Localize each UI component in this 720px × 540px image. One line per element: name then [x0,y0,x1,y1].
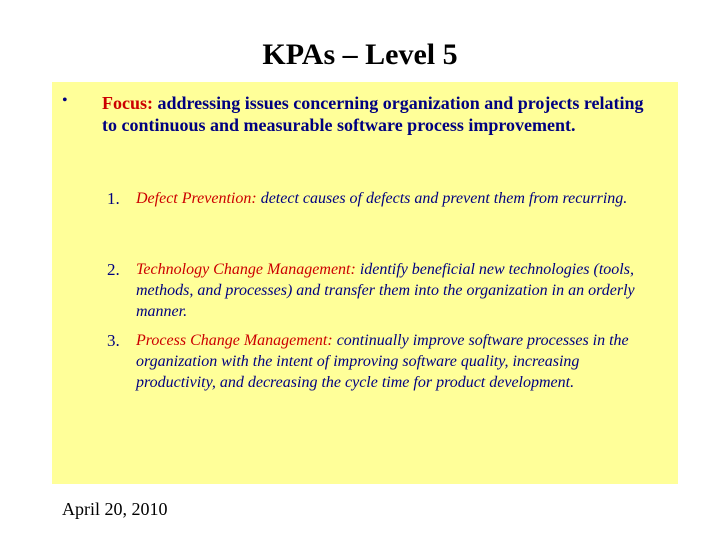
item-number: 1. [107,189,120,208]
list-item-technology-change-management [107,259,647,322]
slide-date-footer: April 20, 2010 [62,499,168,519]
focus-text: addressing issues concerning organization and projects relating to continuous and measurable software process improvement. [102,93,644,135]
content-panel [52,82,678,484]
focus-paragraph [102,92,662,136]
item-body [136,188,647,209]
item-number: 2. [107,260,120,279]
item-label: Defect Prevention: [136,190,257,207]
item-text: identify beneficial new technologies (tools, methods, and processes) and transfer them into the organization in an orderly manner. [136,261,635,320]
focus-label: Focus: [102,93,153,113]
item-number: 3. [107,331,120,350]
list-item-defect-prevention [107,188,647,209]
item-body [136,259,647,322]
item-label: Process Change Management: [136,332,333,349]
bullet-icon: • [62,92,68,109]
item-label: Technology Change Management: [136,261,356,278]
item-body [136,330,647,393]
list-item-process-change-management [107,330,647,393]
slide-title: KPAs – Level 5 [262,38,458,71]
item-text: continually improve software processes in the organization with the intent of improving software quality, increasing productivity, and decreasing the cycle time for product development. [136,332,629,391]
item-text: detect causes of defects and prevent them from recurring. [260,190,628,207]
